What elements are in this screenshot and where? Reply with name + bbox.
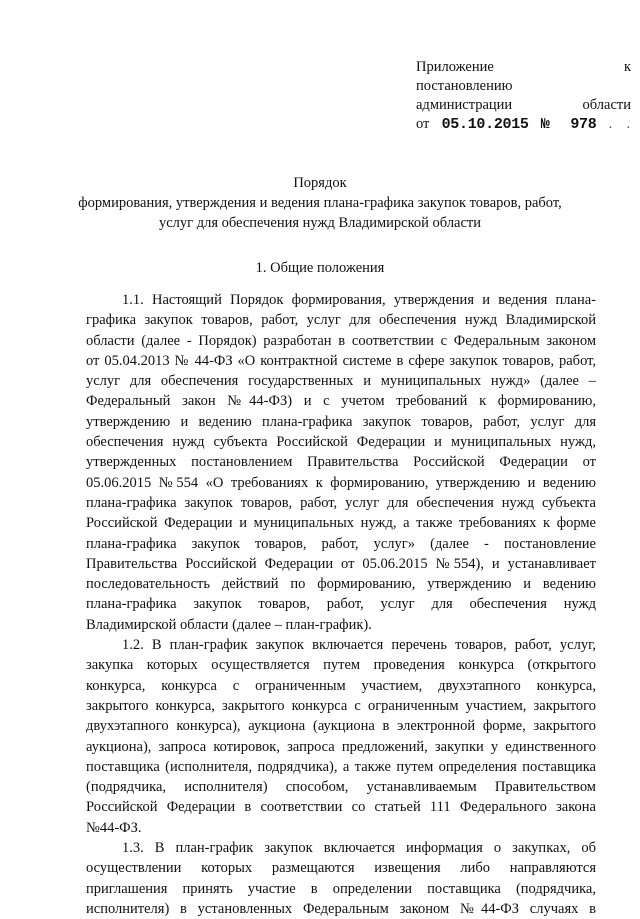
paragraph-line: плана-графика закупок товаров, работ, услуг для обеспечения нужд субъекта [86,494,596,511]
number-sign: № [540,116,559,133]
paragraph-line: плана-графика закупок товаров, работ, услуг» (далее - постановление [86,535,596,552]
paragraph-2 [86,635,596,838]
paragraph-line: Правительства Российской Федерации от 05.06.2015 №554), и устанавливает [86,555,596,572]
title-line-1: Порядок [293,175,347,191]
appendix-from-label: от [416,116,430,132]
paragraph-line: осуществлении которых размещаются извещения либо направляются [86,860,596,877]
paragraph-line: 05.06.2015 №554 «О требованиях к формированию, утверждению и ведению [86,474,596,491]
appendix-line-1: Приложение к [416,59,631,75]
paragraph-line: 1.2. В план-график закупок включается перечень товаров, работ, услуг, [122,637,596,654]
paragraph-line: последовательность действий по формированию, утверждению и ведению [86,576,596,593]
paragraph-line: поставщика (исполнителя, подрядчика), а также путем определения поставщика [86,758,596,775]
paragraph-line: утверждению и ведению плана-графика закупок товаров, работ, услуг для [86,413,596,430]
paragraph-line: 1.1. Настоящий Порядок формирования, утверждения и ведения плана- [122,292,596,308]
paragraph-line: приглашения принять участие в определении поставщика (подрядчика, [86,880,596,897]
paragraph-line: двухэтапного конкурса), аукциона (аукциона в электронной форме, закрытого [86,718,596,735]
document-title [60,173,580,233]
title-line-2: формирования, утверждения и ведения плана-графика закупок товаров, работ, [78,195,562,211]
paragraph-line: Российской Федерации в соответствии со статьей 111 Федерального закона [86,799,596,816]
paragraph-line: №44-ФЗ. [86,819,142,836]
resolution-number: 978 [570,116,597,133]
paragraph-line: закупка которых осуществляется путем проведения конкурса (открытого [86,657,596,674]
paragraph-line: обеспечения нужд субъекта Российской Федерации и муниципальных нужд, [86,434,596,451]
trailing-dots: . . [608,116,631,132]
appendix-block [416,58,631,134]
paragraph-line: (подрядчика, исполнителя) способом, устанавливаемым Правительством [86,779,596,796]
paragraph-line: закрытого конкурса, закрытого конкурса с ограниченным участием, закрытого [86,697,596,714]
appendix-line-3: администрации области [416,97,631,113]
paragraph-line: Федеральный закон №44-ФЗ) и с учетом требований к формированию, [86,393,596,410]
paragraph-line: аукциона), запроса котировок, запроса предложений, закупки у единственного [86,738,596,755]
paragraph-line: исполнителя) в установленных Федеральным законом №44-ФЗ случаях в [86,900,596,917]
section-heading: 1. Общие положения [255,260,385,276]
appendix-line-4 [416,115,631,134]
paragraph-line: утвержденных постановлением Правительства Российской Федерации от [86,454,596,471]
paragraph-1 [86,290,596,635]
document-body [86,290,596,919]
paragraph-line: Владимирской области (далее – план-график). [86,616,372,633]
paragraph-line: графика закупок товаров, работ, услуг для обеспечения нужд Владимирской [86,312,596,329]
paragraph-line: 1.3. В план-график закупок включается информация о закупках, об [122,840,596,857]
paragraph-line: услуг для обеспечения государственных и муниципальных нужд» (далее – [86,373,596,390]
appendix-line-2: постановлению [416,78,513,94]
paragraph-line: от 05.04.2013 № 44-ФЗ «О контрактной системе в сфере закупок товаров, работ, [86,352,596,369]
paragraph-line: Российской Федерации и муниципальных нужд, а также требованиях к форме [86,515,596,532]
title-line-3: услуг для обеспечения нужд Владимирской области [158,215,482,231]
paragraph-3 [86,838,596,919]
resolution-date: 05.10.2015 [441,116,529,133]
paragraph-line: плана-графика закупок товаров, работ, услуг для обеспечения нужд [86,596,596,613]
paragraph-line: области (далее - Порядок) разработан в соответствии с Федеральным законом [86,332,596,349]
paragraph-line: конкурса, конкурса с ограниченным участием, двухэтапного конкурса, [86,677,596,694]
